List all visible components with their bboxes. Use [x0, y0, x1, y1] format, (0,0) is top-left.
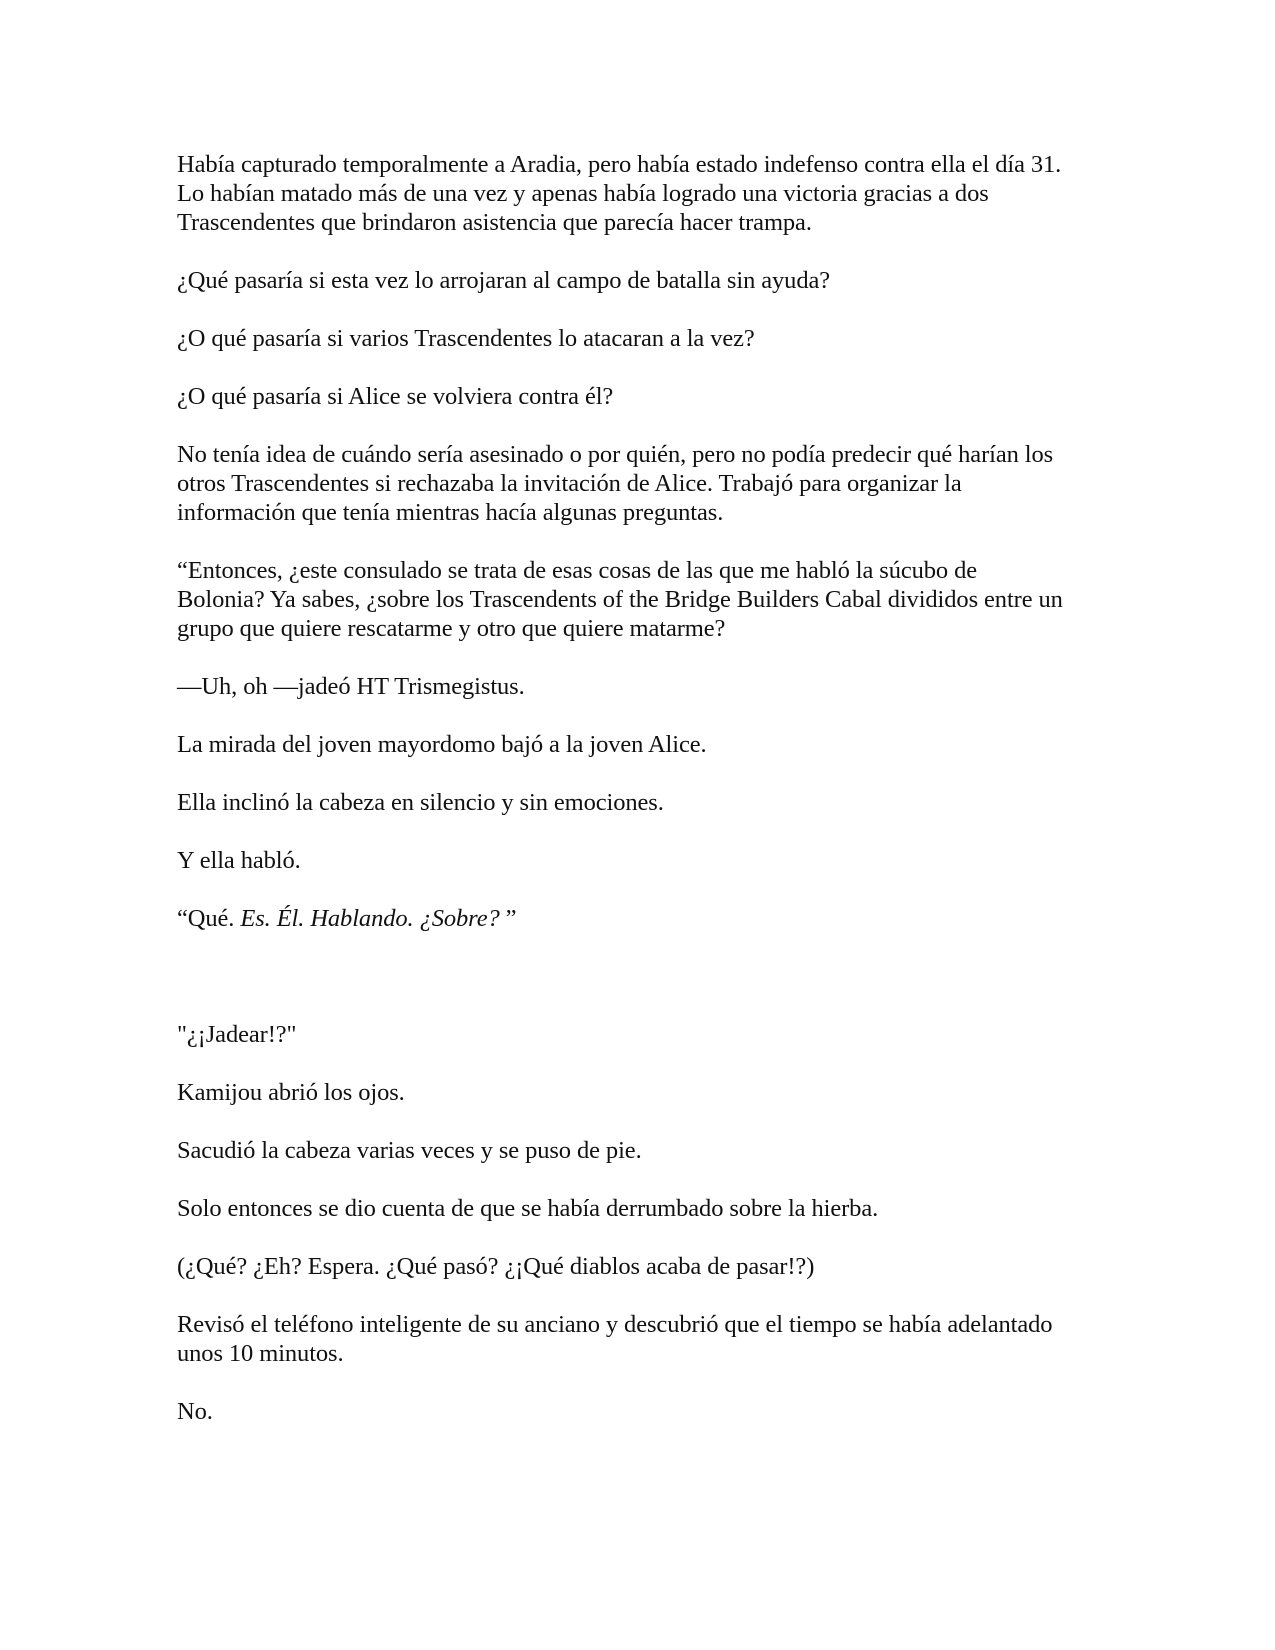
text-line: ¿O qué pasaría si varios Trascendentes lo atacaran a la vez?	[177, 325, 755, 352]
paragraph-no	[177, 1397, 1107, 1426]
text-line	[177, 904, 1107, 933]
paragraph-shook-head	[177, 1136, 1107, 1165]
paragraph-inner-monologue	[177, 1252, 1107, 1281]
text-line: La mirada del joven mayordomo bajó a la joven Alice.	[177, 731, 707, 758]
text-line: ¿O qué pasaría si Alice se volviera contra él?	[177, 383, 614, 410]
paragraph-consulate-question	[177, 556, 1107, 643]
text-line: Y ella habló.	[177, 847, 301, 874]
text-line: Sacudió la cabeza varias veces y se puso de pie.	[177, 1137, 642, 1164]
text-line: Solo entonces se dio cuenta de que se había derrumbado sobre la hierba.	[177, 1195, 879, 1222]
paragraph-no-idea	[177, 440, 1107, 527]
quote-closing-mark: ”	[499, 905, 517, 932]
text-line: Bolonia? Ya sabes, ¿sobre los Trascendents of the Bridge Builders Cabal divididos entre un	[177, 586, 1063, 613]
text-line: —Uh, oh —jadeó HT Trismegistus.	[177, 673, 525, 700]
text-line: "¿¡Jadear!?"	[177, 1021, 297, 1048]
text-line: grupo que quiere rescatarme y otro que quiere matarme?	[177, 615, 726, 642]
text-line: ¿Qué pasaría si esta vez lo arrojaran al campo de batalla sin ayuda?	[177, 267, 831, 294]
text-line: No.	[177, 1398, 213, 1425]
paragraph-checked-phone	[177, 1310, 1107, 1368]
text-line: Trascendentes que brindaron asistencia que parecía hacer trampa.	[177, 209, 812, 236]
paragraph-collapsed-grass	[177, 1194, 1107, 1223]
text-line: otros Trascendentes si rechazaba la invitación de Alice. Trabajó para organizar la	[177, 470, 962, 497]
text-line: Lo habían matado más de una vez y apenas había logrado una victoria gracias a dos	[177, 180, 989, 207]
paragraph-question-alone	[177, 266, 1107, 295]
paragraph-uh-oh	[177, 672, 1107, 701]
text-line: Revisó el teléfono inteligente de su anciano y descubrió que el tiempo se había adelantado	[177, 1311, 1053, 1338]
paragraph-captured-aradia	[177, 150, 1107, 237]
text-line: (¿Qué? ¿Eh? Espera. ¿Qué pasó? ¿¡Qué diablos acaba de pasar!?)	[177, 1253, 815, 1280]
text-line: “Entonces, ¿este consulado se trata de esas cosas de las que me habló la súcubo de	[177, 557, 978, 584]
text-line: Ella inclinó la cabeza en silencio y sin emociones.	[177, 789, 664, 816]
paragraph-question-several	[177, 324, 1107, 353]
text-line: Había capturado temporalmente a Aradia, pero había estado indefenso contra ella el día 31.	[177, 151, 1062, 178]
text-line: unos 10 minutos.	[177, 1340, 344, 1367]
paragraph-alice-nods	[177, 788, 1107, 817]
text-line: información que tenía mientras hacía algunas preguntas.	[177, 499, 724, 526]
paragraph-alice-quote	[177, 904, 1107, 933]
paragraph-butler-gaze	[177, 730, 1107, 759]
text-line: No tenía idea de cuándo sería asesinado o por quién, pero no podía predecir qué harían los	[177, 441, 1054, 468]
quote-italic-part: Es. Él. Hablando. ¿Sobre?	[240, 905, 500, 932]
text-line: Kamijou abrió los ojos.	[177, 1079, 405, 1106]
paragraph-she-spoke	[177, 846, 1107, 875]
paragraph-kamijou-opens-eyes	[177, 1078, 1107, 1107]
paragraph-gasp	[177, 1020, 1107, 1049]
paragraph-question-alice	[177, 382, 1107, 411]
quote-roman-part: “Qué.	[177, 905, 241, 932]
